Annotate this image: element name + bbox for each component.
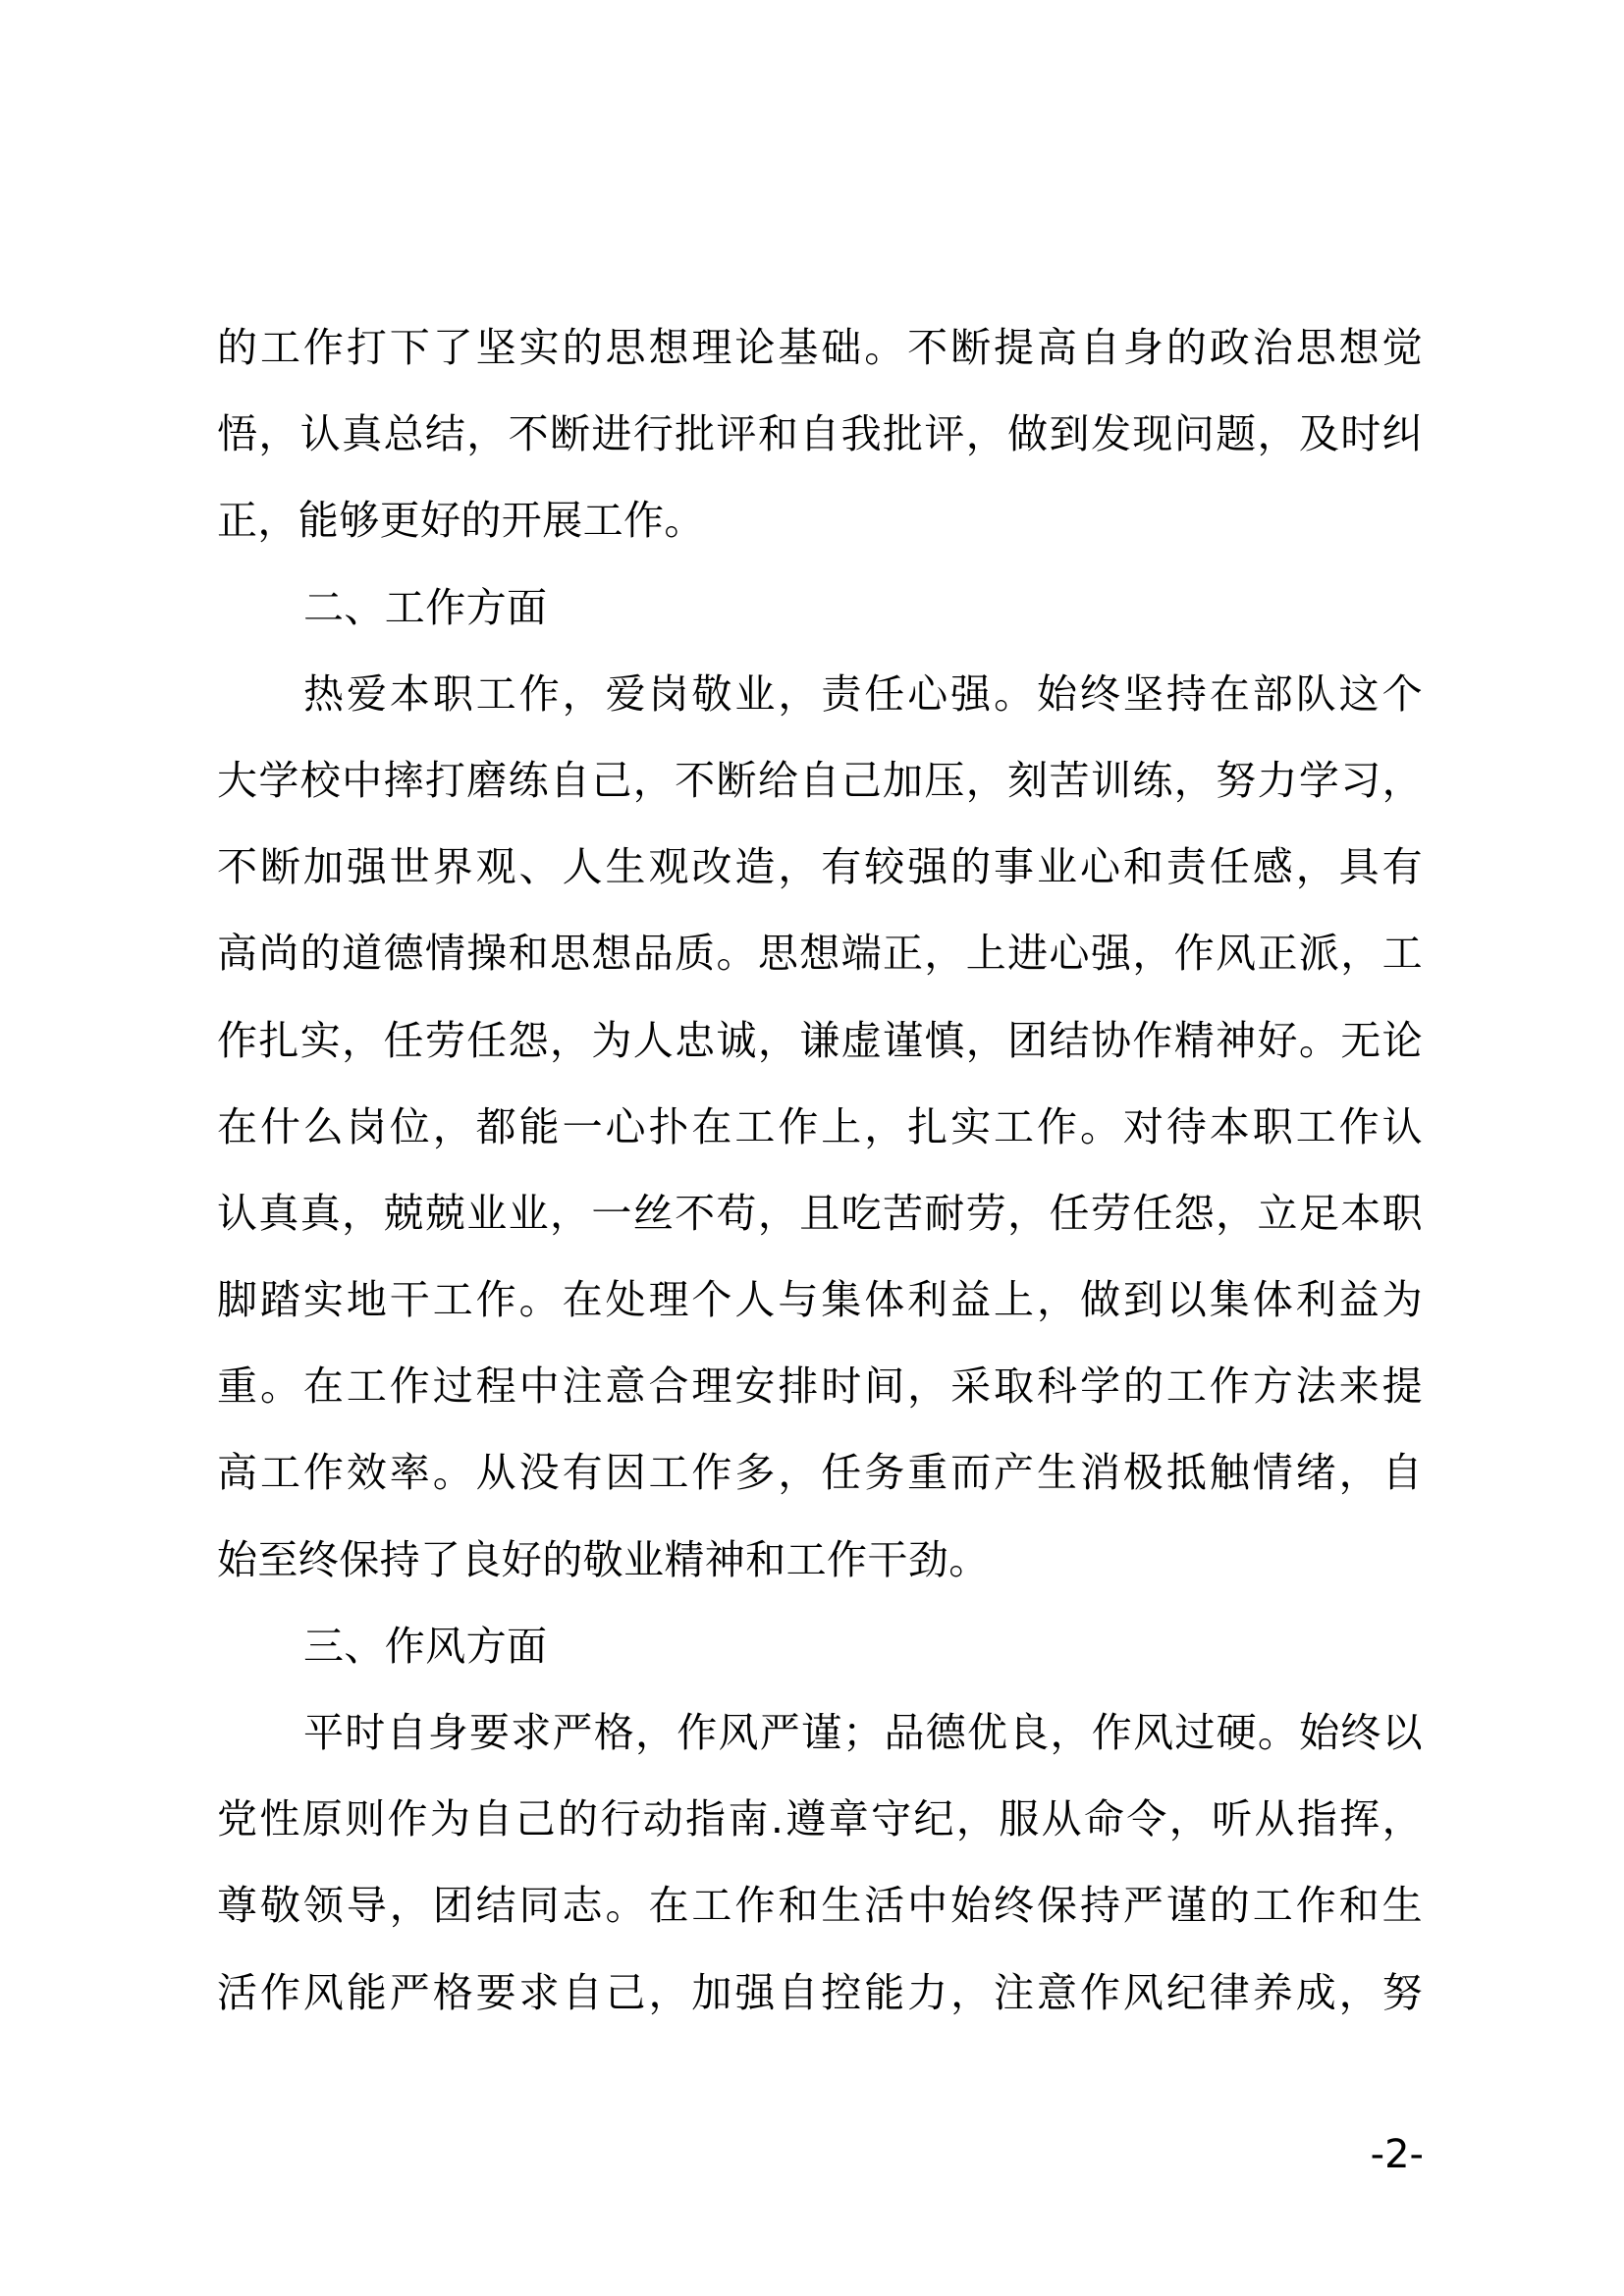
paragraph-line: 不断加强世界观、人生观改造，有较强的事业心和责任感，具有 — [217, 843, 1423, 891]
paragraph-line: 悟，认真总结，不断进行批评和自我批评，做到发现问题，及时纠 — [217, 410, 1423, 458]
paragraph-line: 热爱本职工作，爱岗敬业，责任心强。始终坚持在部队这个 — [303, 669, 1423, 718]
paragraph-line: 尊敬领导，团结同志。在工作和生活中始终保持严谨的工作和生 — [217, 1882, 1423, 1930]
page-number: -2- — [1370, 2132, 1424, 2177]
paragraph-line: 党性原则作为自己的行动指南.遵章守纪，服从命令，听从指挥， — [217, 1795, 1423, 1843]
paragraph-line: 平时自身要求严格，作风严谨；品德优良，作风过硬。始终以 — [303, 1709, 1423, 1756]
paragraph-line: 正，能够更好的开展工作。 — [217, 497, 705, 545]
paragraph-line: 高工作效率。从没有因工作多，任务重而产生消极抵触情绪，自 — [217, 1449, 1423, 1497]
paragraph-line: 大学校中摔打磨练自己，不断给自己加压，刻苦训练，努力学习， — [217, 756, 1423, 804]
document-body — [217, 304, 1423, 2036]
section-heading-work: 二、工作方面 — [303, 583, 548, 631]
paragraph-line: 的工作打下了坚实的思想理论基础。不断提高自身的政治思想觉 — [217, 324, 1423, 371]
paragraph-line: 作扎实，任劳任怨，为人忠诚，谦虚谨慎，团结协作精神好。无论 — [217, 1016, 1423, 1064]
paragraph-line: 重。在工作过程中注意合理安排时间，采取科学的工作方法来提 — [217, 1362, 1423, 1411]
paragraph-line: 高尚的道德情操和思想品质。思想端正，上进心强，作风正派，工 — [217, 930, 1423, 978]
paragraph-line: 活作风能严格要求自己，加强自控能力，注意作风纪律养成，努 — [217, 1968, 1423, 2016]
paragraph-line: 脚踏实地干工作。在处理个人与集体利益上，做到以集体利益为 — [217, 1276, 1423, 1324]
paragraph-line: 认真真，兢兢业业，一丝不苟，且吃苦耐劳，任劳任怨，立足本职 — [217, 1189, 1423, 1237]
paragraph-line: 始至终保持了良好的敬业精神和工作干劲。 — [217, 1535, 990, 1583]
paragraph-line: 在什么岗位，都能一心扑在工作上，扎实工作。对待本职工作认 — [217, 1102, 1423, 1150]
section-heading-style: 三、作风方面 — [303, 1622, 548, 1670]
